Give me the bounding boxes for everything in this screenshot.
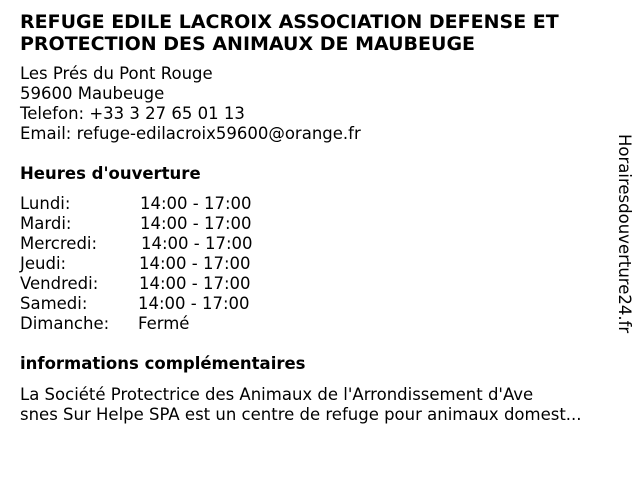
day-hours: 14:00 - 17:00 bbox=[139, 274, 251, 293]
info-line-2: snes Sur Helpe SPA est un centre de refuge pour animaux domest... bbox=[20, 405, 582, 424]
day-label: Dimanche: bbox=[20, 314, 110, 333]
street-address: Les Prés du Pont Rouge bbox=[20, 64, 213, 83]
phone-number: Telefon: +33 3 27 65 01 13 bbox=[20, 104, 245, 123]
page-title bbox=[20, 11, 620, 55]
day-hours: 14:00 - 17:00 bbox=[139, 254, 251, 273]
day-hours: 14:00 - 17:00 bbox=[140, 194, 252, 213]
info-description bbox=[20, 385, 620, 425]
site-watermark bbox=[614, 134, 636, 342]
day-label: Lundi: bbox=[20, 194, 71, 213]
day-label: Mardi: bbox=[20, 214, 72, 233]
info-line-1: La Société Protectrice des Animaux de l'Arrondissement d'Ave bbox=[20, 385, 534, 404]
day-label: Jeudi: bbox=[20, 254, 67, 273]
hours-heading: Heures d'ouverture bbox=[20, 164, 201, 183]
watermark-text: Horairesdouverture24.fr bbox=[615, 134, 634, 334]
day-hours: 14:00 - 17:00 bbox=[140, 214, 252, 233]
city-address: 59600 Maubeuge bbox=[20, 84, 165, 103]
title-line-2: PROTECTION DES ANIMAUX DE MAUBEUGE bbox=[20, 33, 476, 55]
day-hours: 14:00 - 17:00 bbox=[138, 294, 250, 313]
info-heading: informations complémentaires bbox=[20, 354, 306, 373]
contact-block bbox=[20, 64, 361, 144]
day-hours: Fermé bbox=[138, 314, 190, 333]
day-label: Vendredi: bbox=[20, 274, 99, 293]
day-label: Mercredi: bbox=[20, 234, 98, 253]
day-hours: 14:00 - 17:00 bbox=[141, 234, 253, 253]
email-address: Email: refuge-edilacroix59600@orange.fr bbox=[20, 124, 361, 143]
day-label: Samedi: bbox=[20, 294, 88, 313]
title-line-1: REFUGE EDILE LACROIX ASSOCIATION DEFENSE ET bbox=[20, 11, 559, 33]
